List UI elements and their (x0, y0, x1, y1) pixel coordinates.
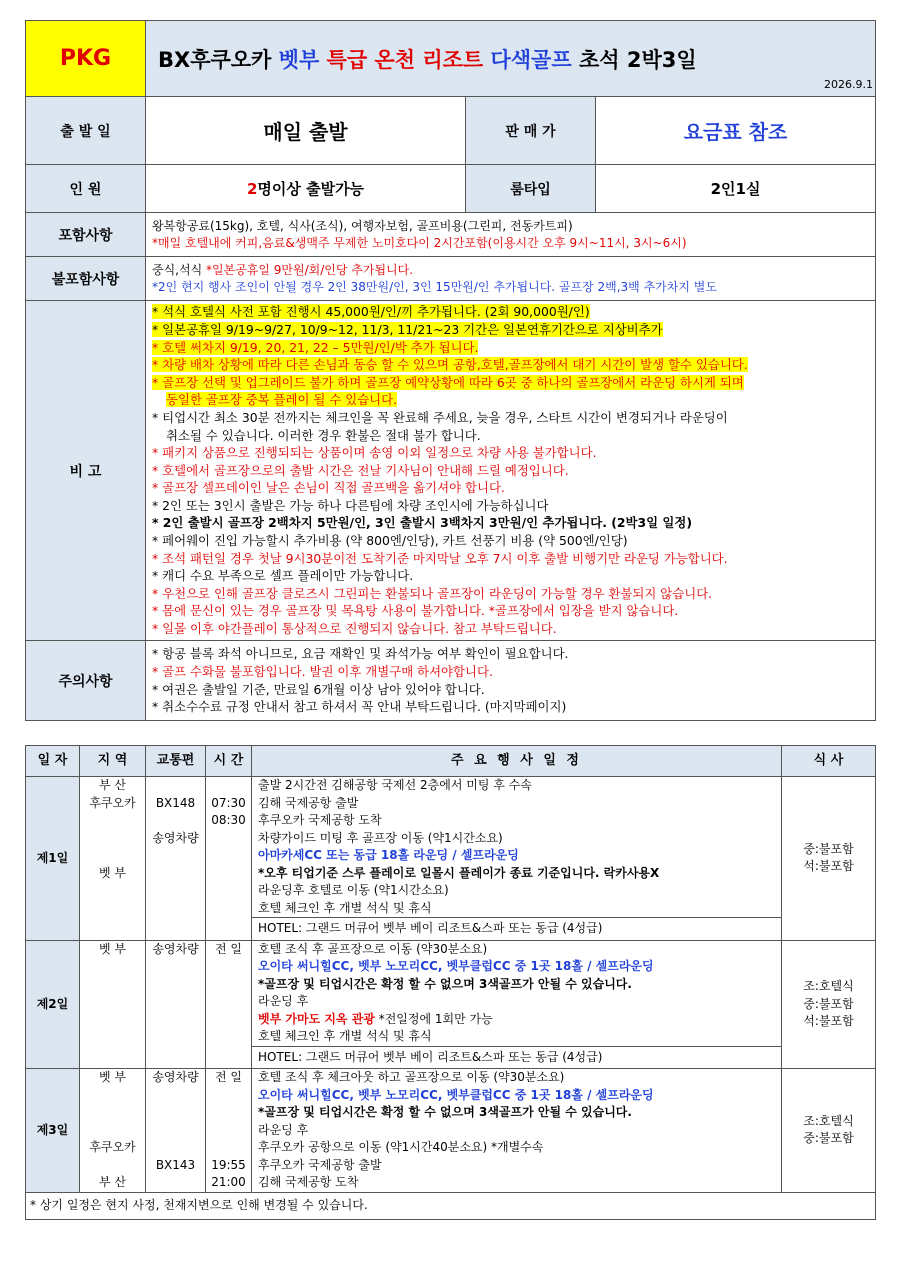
itinerary-item: *골프장 및 티업시간은 확정 할 수 없으며 3색골프가 안될 수 있습니다. (258, 1105, 632, 1119)
remark-line: * 골프장 선택 및 업그레이드 불가 하며 골프장 예약상황에 따라 6곳 중 하나의 골프장에서 라운딩 하시게 되며 (152, 374, 744, 390)
day3-label: 제3일 (26, 1069, 80, 1193)
itinerary-golf: 오이타 써니힐CC, 벳부 노모리CC, 벳부클럽CC 중 1곳 18홀 / 셀프라운딩 (258, 959, 654, 973)
day2-transport: 송영차량 (146, 940, 206, 1069)
room-value: 2인1실 (596, 165, 876, 213)
itinerary-golf: 아마카세CC 또는 동급 18홀 라운딩 / 셀프라운딩 (258, 848, 519, 862)
day1-meals: 중:불포함 석:불포함 (782, 777, 876, 941)
itinerary-item: *오후 티업기준 스루 플레이로 일몰시 플레이가 종료 기준입니다. 락카사용X (258, 865, 660, 880)
itinerary-item: 호텔 체크인 후 개별 석식 및 휴식 (258, 900, 432, 915)
depart-label: 출 발 일 (26, 97, 146, 165)
title-part-2: 벳부 (278, 47, 320, 72)
remark-line: * 일본공휴일 9/19~9/27, 10/9~12, 11/3, 11/21~23 기간은 일본연휴기간으로 지상비추가 (152, 321, 663, 337)
itinerary-item: 호텔 조식 후 골프장으로 이동 (약30분소요) (258, 941, 488, 956)
day2-hotel: HOTEL: 그랜드 머큐어 벳부 베이 리조트&스파 또는 동급 (4성급) (252, 1046, 782, 1069)
caution-line: * 골프 수화물 불포함입니다. 발권 이후 개별구매 하셔야합니다. (152, 663, 493, 679)
pkg-badge (26, 21, 146, 97)
price-label: 판 매 가 (466, 97, 596, 165)
itinerary-item: 라운딩 후 (258, 1122, 309, 1137)
itinerary-item: 차량가이드 미팅 후 골프장 이동 (약1시간소요) (258, 830, 503, 845)
remark-line: * 호텔 써차지 9/19, 20, 21, 22 – 5만원/인/박 추가 됩니다. (152, 339, 479, 355)
day2-meals: 조:호텔식 중:불포함 석:불포함 (782, 940, 876, 1069)
remarks-content (146, 301, 876, 641)
day2-label: 제2일 (26, 940, 80, 1069)
day2-itinerary (252, 940, 782, 1046)
people-count: 2 (246, 180, 258, 198)
exclude-meals: 중식,석식 (152, 262, 206, 277)
remark-line: * 골프장 셀프데이인 날은 손님이 직접 골프백을 옮기셔야 합니다. (152, 480, 505, 496)
day1-itinerary (252, 777, 782, 918)
title-cell (146, 21, 876, 97)
col-region: 지 역 (80, 746, 146, 777)
include-content (146, 213, 876, 257)
itinerary-sight: 벳부 가마도 지옥 관광 *전일정에 1회만 가능 (258, 1011, 493, 1026)
caution-line: * 항공 블록 좌석 아니므로, 요금 재확인 및 좌석가능 여부 확인이 필요합니다. (152, 646, 569, 662)
people-label: 인 원 (26, 165, 146, 213)
remark-line: * 호텔에서 골프장으로의 출발 시간은 전날 기사님이 안내해 드릴 예정입니다. (152, 462, 569, 478)
day3-time: 전 일 19:55 21:00 (206, 1069, 252, 1193)
remark-line: * 2인 또는 3인시 출발은 가능 하나 다른팀에 차량 조인시에 가능하십니다 (152, 497, 549, 513)
col-schedule: 주 요 행 사 일 정 (252, 746, 782, 777)
col-transport: 교통편 (146, 746, 206, 777)
remarks-label: 비 고 (26, 301, 146, 641)
caution-content (146, 641, 876, 721)
col-time: 시 간 (206, 746, 252, 777)
day3-region: 벳 부 후쿠오카 부 산 (80, 1069, 146, 1193)
day1-transport: BX148 송영차량 (146, 777, 206, 941)
remark-line: * 조석 패턴일 경우 첫날 9시30분이전 도착기준 마지막날 오후 7시 이후 출발 비행기만 라운딩 가능합니다. (152, 550, 728, 566)
exclude-line (152, 262, 869, 279)
day3-itinerary (252, 1069, 782, 1193)
remark-line: * 석식 호텔식 사전 포함 진행시 45,000원/인/끼 추가됩니다. (2회 90,000원/인) (152, 304, 590, 320)
itinerary-item: *골프장 및 티업시간은 확정 할 수 없으며 3색골프가 안될 수 있습니다. (258, 976, 632, 991)
day3-transport: 송영차량 BX143 (146, 1069, 206, 1193)
itinerary-item: 후쿠오카 공항으로 이동 (약1시간40분소요) *개별수속 (258, 1140, 544, 1154)
price-value: 요금표 참조 (596, 97, 876, 165)
depart-value: 매일 출발 (146, 97, 466, 165)
people-value (146, 165, 466, 213)
col-day: 일 자 (26, 746, 80, 777)
title-part-1: BX후쿠오카 (158, 47, 279, 72)
remark-line: * 차량 배차 상황에 따라 다른 손님과 동승 할 수 있으며 공항,호텔,골프장에서 대기 시간이 발생 할수 있습니다. (152, 357, 748, 373)
caution-line: * 여권은 출발일 기준, 만료일 6개월 이상 남아 있어야 합니다. (152, 681, 485, 697)
day1-hotel: HOTEL: 그랜드 머큐어 벳부 베이 리조트&스파 또는 동급 (4성급) (252, 918, 782, 941)
exclude-content (146, 257, 876, 301)
remark-line: * 우천으로 인해 골프장 클로즈시 그린피는 환불되나 골프장이 라운딩이 가능할 경우 환불되지 않습니다. (152, 585, 713, 601)
caution-label: 주의사항 (26, 641, 146, 721)
itinerary-item: 후쿠오카 국제공항 도착 (258, 813, 382, 827)
itinerary-item: 김해 국제공항 출발 (258, 795, 359, 810)
issue-date: 2026.9.1 (824, 78, 874, 91)
day1-label: 제1일 (26, 777, 80, 941)
itinerary-item: 출발 2시간전 김해공항 국제선 2층에서 미팅 후 수속 (258, 778, 532, 792)
itinerary-table (25, 745, 875, 1220)
remark-line: * 페어웨이 진입 가능할시 추가비용 (약 800엔/인당), 카트 선풍기 비용 (약 500엔/인당) (152, 533, 628, 549)
itinerary-item: 라운딩후 호텔로 이동 (약1시간소요) (258, 883, 449, 897)
remark-line: 취소될 수 있습니다. 이러한 경우 환불은 절대 불가 합니다. (166, 427, 481, 443)
pkg-label: PKG (59, 46, 112, 71)
page-title (158, 44, 875, 74)
remark-line: * 2인 출발시 골프장 2백차지 5만원/인, 3인 출발시 3백차지 3만원/인 추가됩니다. (2박3일 일정) (152, 515, 693, 531)
schedule-footnote: * 상기 일정은 현지 사정, 천재지변으로 인해 변경될 수 있습니다. (26, 1192, 876, 1219)
day2-time: 전 일 (206, 940, 252, 1069)
day2-region: 벳 부 (80, 940, 146, 1069)
itinerary-item: 라운딩 후 (258, 994, 309, 1008)
col-meals: 식 사 (782, 746, 876, 777)
exclude-label: 불포함사항 (26, 257, 146, 301)
itinerary-golf: 오이타 써니힐CC, 벳부 노모리CC, 벳부클럽CC 중 1곳 18홀 / 셀프라운딩 (258, 1087, 654, 1102)
itinerary-item: 호텔 조식 후 체크아웃 하고 골프장으로 이동 (약30분소요) (258, 1070, 565, 1084)
caution-line: * 취소수수료 규정 안내서 참고 하셔서 꼭 안내 부탁드립니다. (마지막페이지) (152, 699, 567, 715)
day1-time: 07:30 08:30 (206, 777, 252, 941)
title-part-5: 초석 2박3일 (571, 47, 697, 72)
exclude-line: *2인 현지 행사 조인이 안될 경우 2인 38만원/인, 3인 15만원/인 추가됩니다. 골프장 2백,3백 추가차지 별도 (152, 279, 717, 294)
itinerary-item: 후쿠오카 국제공항 출발 (258, 1157, 382, 1172)
title-space-1 (319, 48, 326, 72)
include-line: 왕복항공료(15kg), 호텔, 식사(조식), 여행자보험, 골프비용(그린피, 전동카트피) (152, 218, 573, 233)
day1-region: 부 산 후쿠오카 벳 부 (80, 777, 146, 941)
remark-line: 동일한 골프장 중복 플레이 될 수 있습니다. (166, 392, 398, 408)
package-info-sheet (25, 20, 875, 721)
remark-line: * 일몰 이후 야간플레이 통상적으로 진행되지 않습니다. 참고 부탁드립니다. (152, 621, 557, 637)
remark-line: * 캐디 수요 부족으로 셀프 플레이만 가능합니다. (152, 568, 414, 584)
include-line: *매일 호텔내에 커피,음료&생맥주 무제한 노미호다이 2시간포함(이용시간 오후 9시~11시, 3시~6시) (152, 235, 687, 250)
people-text: 명이상 출발가능 (257, 180, 365, 198)
remark-line: * 티업시간 최소 30분 전까지는 체크인을 꼭 완료해 주세요, 늦을 경우, 스타트 시간이 변경되거나 라운딩이 (152, 409, 728, 425)
title-part-3: 특급 온천 리조트 (326, 47, 484, 72)
day3-meals: 조:호텔식 중:불포함 (782, 1069, 876, 1193)
exclude-holiday: *일본공휴일 9만원/회/인당 추가됩니다. (206, 262, 414, 277)
room-label: 룸타입 (466, 165, 596, 213)
itinerary-item: 김해 국제공항 도착 (258, 1175, 359, 1189)
remark-line: * 몸에 문신이 있는 경우 골프장 및 목욕탕 사용이 불가합니다. *골프장에서 입장을 받지 않습니다. (152, 603, 679, 619)
remark-line: * 패키지 상품으로 진행되되는 상품이며 송영 이외 일정으로 차량 사용 불가합니다. (152, 445, 597, 461)
title-part-4: 다색골프 (490, 47, 572, 72)
itinerary-item: 호텔 체크인 후 개별 석식 및 휴식 (258, 1029, 432, 1043)
include-label: 포함사항 (26, 213, 146, 257)
